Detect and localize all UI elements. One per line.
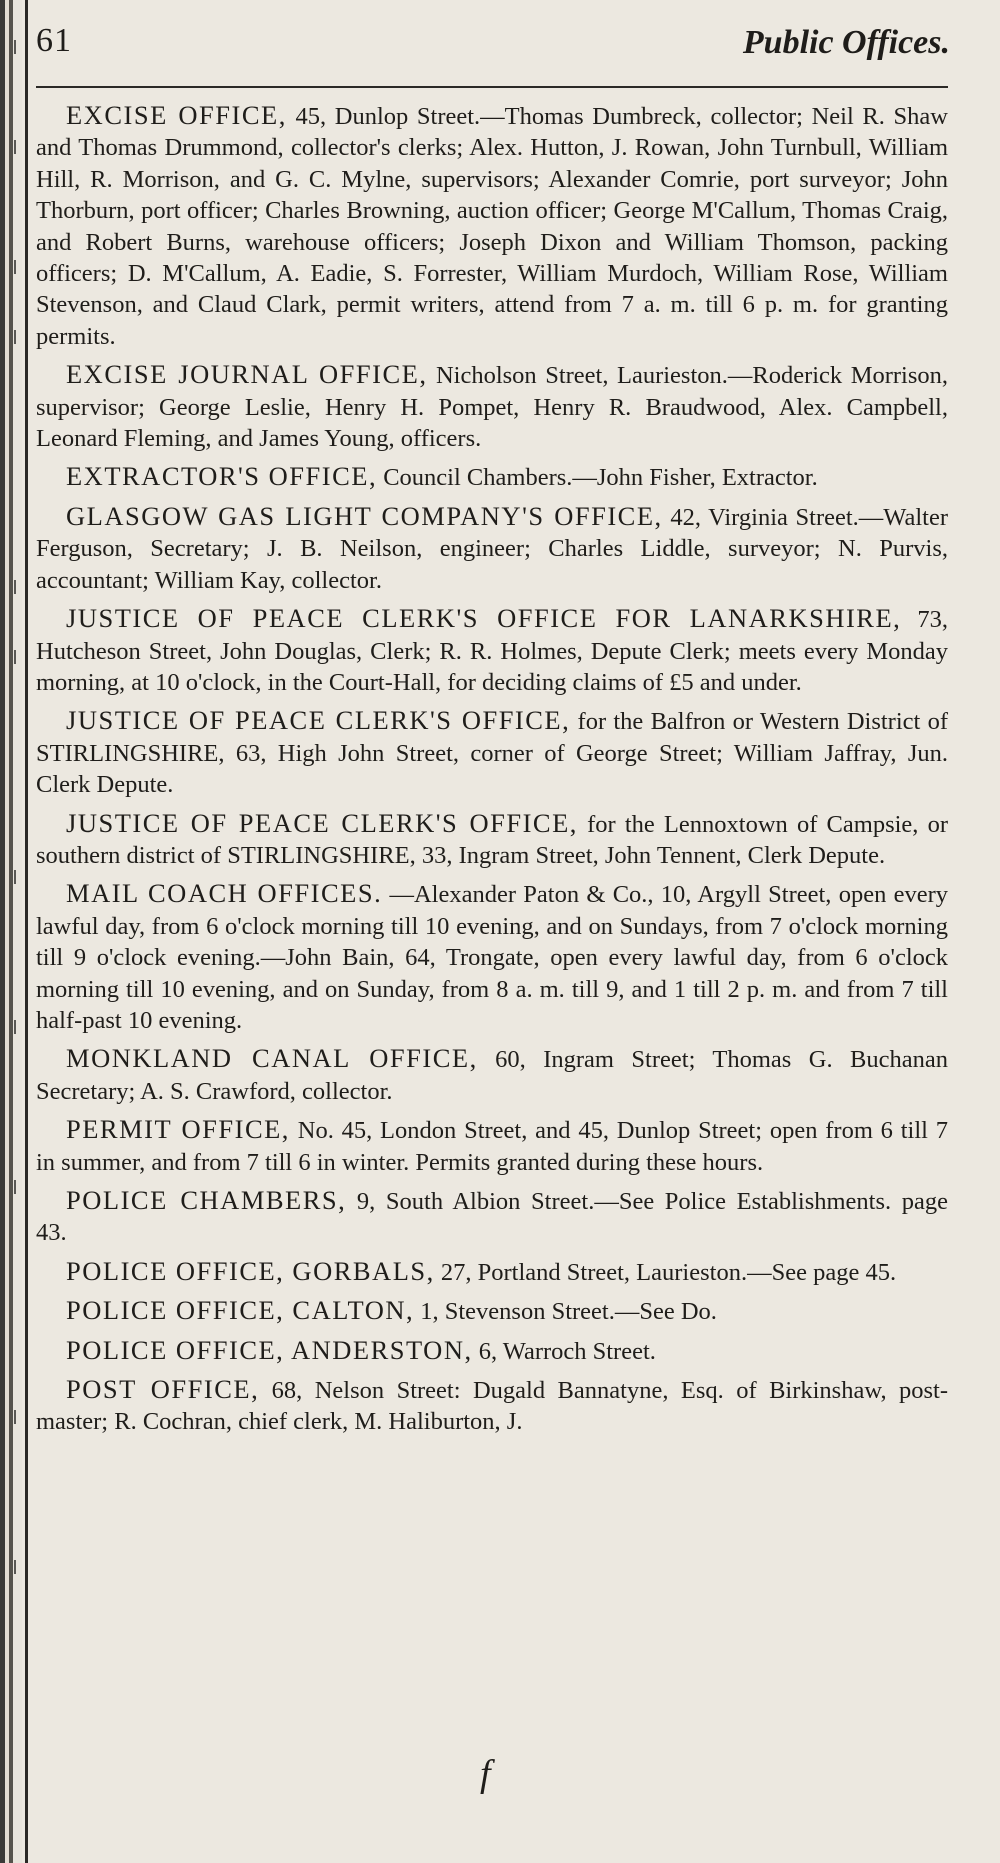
entry-heading: JUSTICE OF PEACE CLERK'S OFFICE FOR LANARKSHIRE,: [66, 603, 902, 634]
spine-fragment: [14, 870, 24, 884]
spine-fragment: [14, 650, 24, 664]
directory-entry: [36, 1256, 948, 1288]
header-rule: [36, 86, 948, 88]
entry-text: Council Chambers.—John Fisher, Extractor.: [383, 464, 818, 492]
entry-text: 68, Nelson Street: Dugald Bannatyne, Esq. of Birkinshaw, post-master; R. Cochran, chief clerk, M. Haliburton, J.: [36, 1377, 949, 1436]
directory-entries: [36, 100, 948, 1445]
entry-text: 73, Hutcheson Street, John Douglas, Clerk; R. R. Holmes, Depute Clerk; meets every Monday morning, at 10 o'clock, in the Court-Hall, for deciding claims of £5 and under.: [36, 606, 949, 696]
catchword: f: [480, 1753, 491, 1795]
directory-entry: [36, 1114, 948, 1178]
gutter-rule: [25, 0, 28, 1863]
directory-entry: [36, 100, 948, 352]
entry-heading: EXCISE OFFICE,: [66, 100, 287, 130]
entry-text: 27, Portland Street, Laurieston.—See page 45.: [440, 1258, 897, 1286]
directory-entry: [36, 878, 948, 1036]
entry-text: 9, South Albion Street.—See Police Establishments. page 43.: [36, 1188, 949, 1247]
entry-heading: POLICE OFFICE, ANDERSTON,: [66, 1334, 473, 1365]
spine-fragment: [14, 1410, 24, 1424]
spine-fragment: [14, 1020, 24, 1034]
directory-entry: [36, 1185, 948, 1249]
entry-heading: EXCISE JOURNAL OFFICE,: [66, 359, 428, 390]
entry-heading: POLICE OFFICE, CALTON,: [66, 1295, 415, 1326]
entry-heading: EXTRACTOR'S OFFICE,: [66, 461, 378, 492]
entry-text: 60, Ingram Street; Thomas G. Buchanan Secretary; A. S. Crawford, collector.: [36, 1046, 949, 1105]
entry-heading: POST OFFICE,: [66, 1374, 260, 1405]
entry-text: 45, Dunlop Street.—Thomas Dumbreck, collector; Neil R. Shaw and Thomas Drummond, collector's clerks; Alex. Hutton, J. Rowan, John Turnbull, William Hill, R. Morrison, and G. C. Mylne, supervisors; Alexander Comrie, port surveyor; John Thorburn, port officer; Charles Browning, auction officer; George M'Callum, Thomas Craig, and Robert Burns, warehouse officers; Joseph Dixon and William Thomson, packing officers; D. M'Callum, A. Eadie, S. Forrester, William Murdoch, William Rose, William Stevenson, and Claud Clark, permit writers, attend from 7 a. m. till 6 p. m. for granting permits.: [36, 103, 948, 350]
entry-text: No. 45, London Street, and 45, Dunlop Street; open from 6 till 7 in summer, and from 7 till 6 in winter. Permits granted during these hours.: [36, 1117, 949, 1176]
directory-entry: [36, 461, 948, 493]
page-header: [34, 22, 950, 62]
book-spine-edge: [0, 0, 22, 1863]
entry-text: 42, Virginia Street.—Walter Ferguson, Secretary; J. B. Neilson, engineer; Charles Liddle, surveyor; N. Purvis, accountant; William Kay, collector.: [36, 503, 948, 594]
directory-entry: [36, 705, 948, 800]
spine-fragment: [14, 1180, 24, 1194]
directory-entry: [36, 1374, 948, 1438]
entry-heading: JUSTICE OF PEACE CLERK'S OFFICE,: [66, 807, 578, 838]
spine-fragment: [14, 40, 24, 54]
page-number: 61: [36, 22, 72, 59]
entry-heading: MONKLAND CANAL OFFICE,: [66, 1043, 478, 1074]
book-page: [30, 0, 960, 1863]
directory-entry: [36, 603, 948, 698]
entry-heading: PERMIT OFFICE,: [66, 1114, 290, 1145]
entry-text: 6, Warroch Street.: [478, 1337, 656, 1365]
entry-text: —Alexander Paton & Co., 10, Argyll Street, open every lawful day, from 6 o'clock morning till 10 evening, and on Sundays, from 7 o'clock morning till 9 o'clock evening.—John Bain, 64, Trongate, open every lawful day, from 6 o'clock morning till 10 evening, and on Sunday, from 8 a. m. till 9, and 1 till 2 p. m. and from 7 till half-past 10 evening.: [36, 881, 949, 1034]
running-title: Public Offices.: [742, 24, 950, 61]
directory-entry: [36, 808, 948, 872]
spine-fragment: [14, 260, 24, 274]
spine-fragment: [14, 330, 24, 344]
entry-heading: JUSTICE OF PEACE CLERK'S OFFICE,: [66, 705, 571, 736]
entry-heading: GLASGOW GAS LIGHT COMPANY'S OFFICE,: [66, 500, 663, 531]
directory-entry: [36, 359, 948, 454]
directory-entry: [36, 1043, 948, 1107]
entry-heading: POLICE OFFICE, GORBALS,: [66, 1255, 435, 1286]
entry-heading: POLICE CHAMBERS,: [66, 1185, 347, 1215]
entry-text: for the Balfron or Western District of STIRLINGSHIRE, 63, High John Street, corner of George Street; William Jaffray, Jun. Clerk Depute.: [36, 708, 949, 799]
directory-entry: [36, 501, 948, 596]
entry-text: Nicholson Street, Laurieston.—Roderick Morrison, supervisor; George Leslie, Henry H. Pompet, Henry R. Braudwood, Alex. Campbell, Leonard Fleming, and James Young, officers.: [36, 362, 949, 453]
entry-text: 1, Stevenson Street.—See Do.: [420, 1298, 717, 1326]
entry-text: for the Lennoxtown of Campsie, or southern district of STIRLINGSHIRE, 33, Ingram Street, John Tennent, Clerk Depute.: [36, 810, 948, 869]
directory-entry: [36, 1335, 948, 1367]
directory-entry: [36, 1295, 948, 1327]
spine-fragment: [14, 140, 24, 154]
entry-heading: MAIL COACH OFFICES.: [66, 878, 383, 909]
spine-fragment: [14, 1560, 24, 1574]
spine-fragment: [14, 580, 24, 594]
